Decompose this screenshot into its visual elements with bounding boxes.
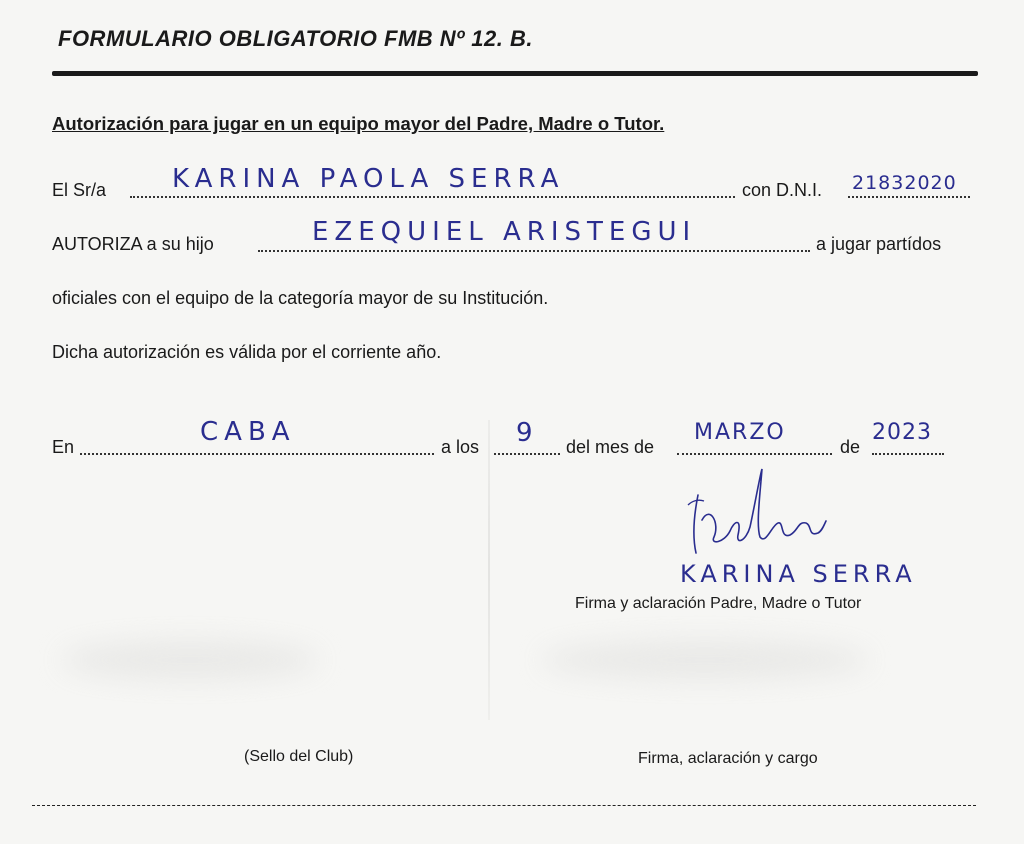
month-dotted-line bbox=[677, 453, 832, 455]
child-dotted-line bbox=[258, 250, 810, 252]
paper-fold bbox=[488, 420, 490, 720]
oficiales-text: oficiales con el equipo de la categoría mayor de su Institución. bbox=[52, 288, 549, 308]
de-label: de bbox=[840, 437, 861, 457]
day-handwritten: 9 bbox=[516, 418, 539, 448]
parent-signature-image bbox=[680, 465, 840, 560]
mes-label: del mes de bbox=[566, 437, 655, 457]
en-label: En bbox=[52, 437, 75, 457]
signature-name-handwritten: KARINA SERRA bbox=[680, 560, 917, 588]
paper-smudge bbox=[540, 640, 870, 680]
month-handwritten: MARZO bbox=[694, 420, 786, 445]
validez-text: Dicha autorización es válida por el corriente año. bbox=[52, 342, 442, 362]
autoriza-label: AUTORIZA a su hijo bbox=[52, 234, 214, 254]
dni-label: con D.N.I. bbox=[742, 180, 823, 200]
day-dotted-line bbox=[494, 453, 560, 455]
year-dotted-line bbox=[872, 453, 944, 455]
header-rule bbox=[52, 71, 978, 76]
form-subtitle: Autorización para jugar en un equipo mayor del Padre, Madre o Tutor. bbox=[52, 113, 665, 134]
sello-club-label: (Sello del Club) bbox=[244, 748, 354, 765]
firma-cargo-label: Firma, aclaración y cargo bbox=[638, 750, 818, 767]
name-dotted-line bbox=[130, 196, 735, 198]
paper-smudge bbox=[60, 640, 320, 680]
place-dotted-line bbox=[80, 453, 434, 455]
form-title: FORMULARIO OBLIGATORIO FMB Nº 12. B. bbox=[58, 26, 533, 51]
dni-handwritten: 21832020 bbox=[852, 172, 957, 194]
signature-caption: Firma y aclaración Padre, Madre o Tutor bbox=[575, 595, 862, 612]
place-handwritten: CABA bbox=[200, 417, 296, 447]
jugar-label: a jugar partídos bbox=[816, 234, 942, 254]
dni-dotted-line bbox=[848, 196, 970, 198]
child-name-handwritten: EZEQUIEL ARISTEGUI bbox=[312, 217, 697, 247]
a-los-label: a los bbox=[441, 437, 480, 457]
cut-line bbox=[32, 805, 976, 806]
sr-label: El Sr/a bbox=[52, 180, 107, 200]
year-handwritten: 2023 bbox=[872, 420, 932, 445]
parent-name-handwritten: KARINA PAOLA SERRA bbox=[172, 164, 565, 194]
